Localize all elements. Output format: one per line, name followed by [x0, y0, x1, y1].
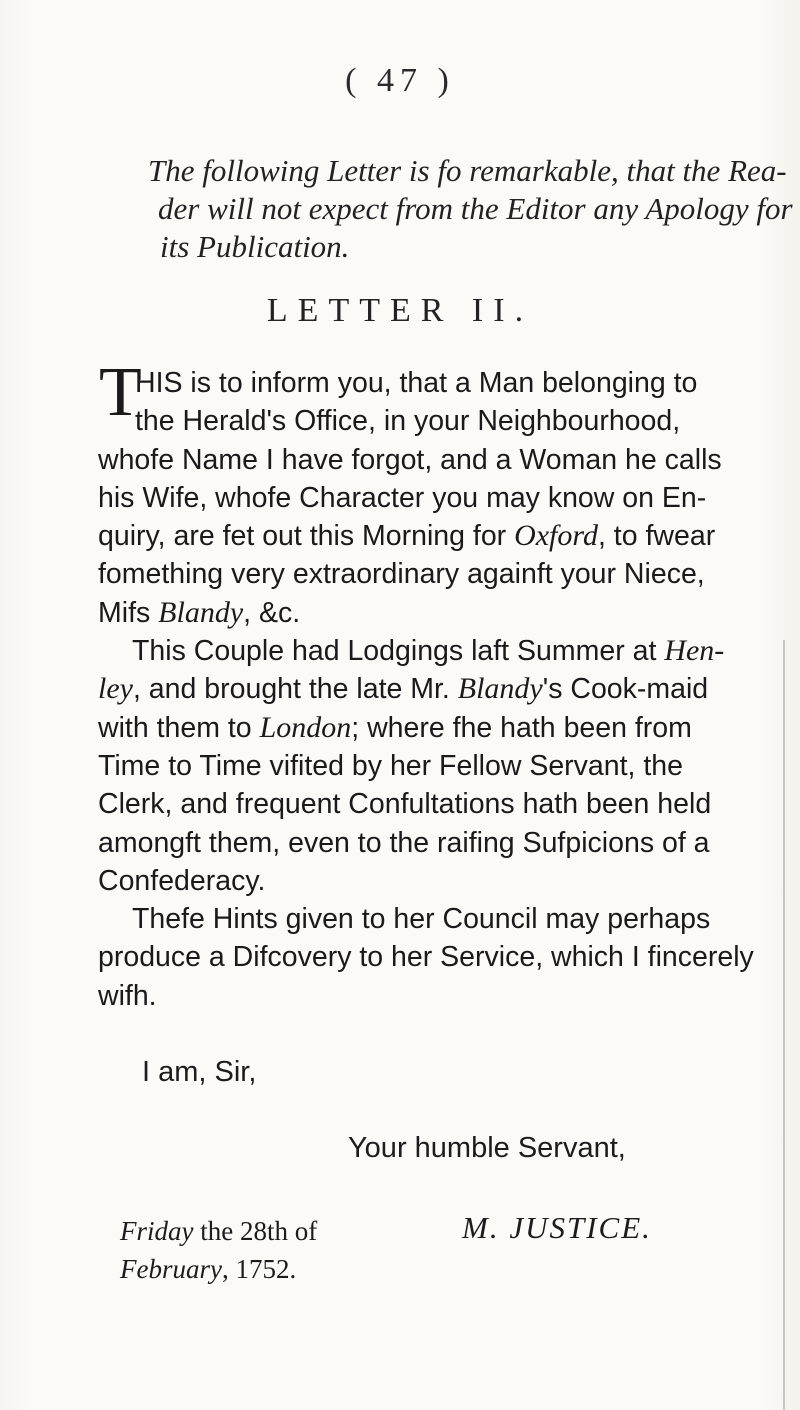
closing: Your humble Servant, [348, 1132, 626, 1164]
intro-line-3: its Publication. [160, 229, 350, 264]
p3-line-1: Thefe Hints given to her Council may perhaps [132, 903, 711, 936]
p3-line-3: wifh. [98, 979, 157, 1012]
letter-body [98, 364, 754, 1015]
page-edge-shadow [783, 640, 785, 1410]
dateline-line-1: Friday the 28th of [120, 1216, 318, 1246]
p1-line-4: his Wife, whofe Character you may know on En- [98, 481, 707, 514]
dateline-line-2: February, 1752. [120, 1254, 297, 1284]
p1-line-2: the Herald's Office, in your Neighbourhood, [135, 405, 681, 438]
p2-line-2: ley, and brought the late Mr. Blandy's Cook-maid [98, 672, 709, 706]
p2-line-3: with them to London; where fhe hath been from [98, 710, 692, 744]
p1-line-1: HIS is to inform you, that a Man belonging to [135, 367, 698, 399]
letter-heading: LETTER II. [266, 292, 534, 329]
p2-line-6: amongft them, even to the raifing Sufpicions of a [98, 826, 710, 859]
p1-line-3: whofe Name I have forgot, and a Woman he calls [98, 443, 722, 476]
p2-line-4: Time to Time vifited by her Fellow Servant, the [98, 749, 684, 782]
intro-note [148, 152, 793, 266]
drop-cap: T [99, 354, 142, 431]
p3-line-2: produce a Difcovery to her Service, which I fincerely [98, 941, 754, 974]
salutation: I am, Sir, [142, 1056, 257, 1088]
p1-line-6: fomething very extraordinary againft your Niece, [98, 558, 705, 591]
dateline [120, 1212, 317, 1288]
p2-line-7: Confederacy. [98, 864, 266, 897]
signature: M. JUSTICE. [462, 1210, 652, 1245]
p2-line-1: This Couple had Lodgings laft Summer at Hen- [132, 634, 725, 668]
p2-line-5: Clerk, and frequent Confultations hath been held [98, 788, 712, 821]
page-number: ( 47 ) [345, 62, 455, 99]
intro-line-2: der will not expect from the Editor any Apology for [158, 191, 793, 226]
p1-line-5: quiry, are fet out this Morning for Oxford, to fwear [98, 519, 716, 553]
intro-line-1: The following Letter is fo remarkable, that the Rea- [148, 153, 787, 188]
p1-line-7: Mifs Blandy, &c. [98, 595, 301, 629]
